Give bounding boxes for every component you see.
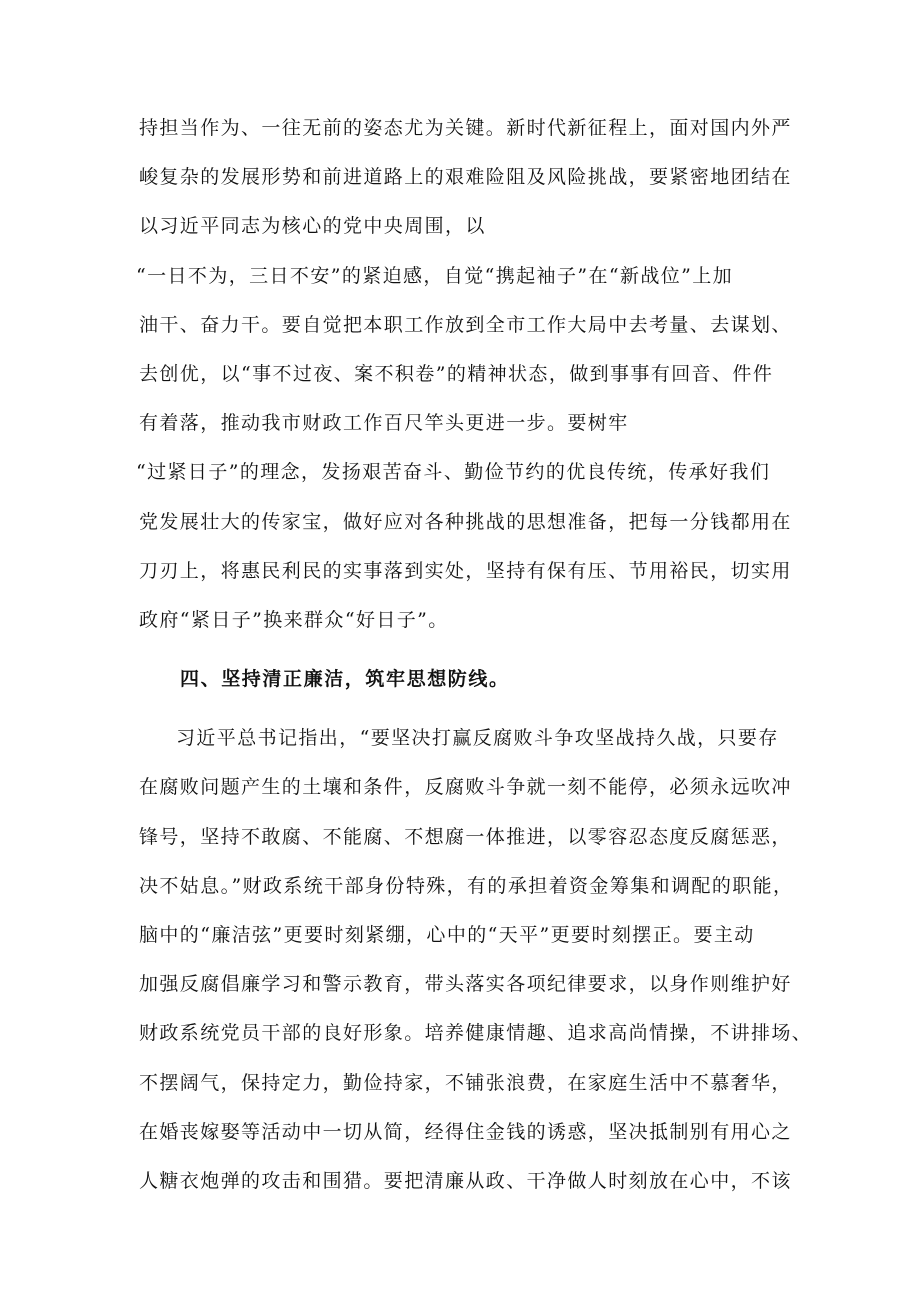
text-line: “一日不为，三日不安”的紧迫感，自觉“携起袖子”在“新战位”上加 [136,264,734,287]
text-line: 持担当作为、一往无前的姿态尤为关键。新时代新征程上，面对国内外严 [139,117,792,139]
section-heading: 四、坚持清正廉洁，筑牢思想防线。 [180,668,510,691]
paragraph-gap [139,710,789,720]
text-line: 不摆阔气，保持定力，勤俭持家，不铺张浪费，在家庭生活中不慕奢华， [139,1071,792,1094]
text-line: 锋号，坚持不敢腐、不能腐、不想腐一体推进，以零容忍态度反腐惩恶， [139,825,792,848]
paragraph-gap [139,651,789,661]
text-line: 加强反腐倡廉学习和警示教育，带头落实各项纪律要求，以身作则维护好 [139,973,792,996]
text-line: 峻复杂的发展形势和前进道路上的艰难险阻及风险挑战，要紧密地团结在 [139,166,792,189]
text-line: 在腐败问题产生的土壤和条件，反腐败斗争就一刻不能停，必须永远吹冲 [139,776,792,799]
text-line: 油干、奋力干。要自觉把本职工作放到全市工作大局中去考量、去谋划、 [139,313,792,336]
text-line: 决不姑息。”财政系统干部身份特殊，有的承担着资金筹集和调配的职能， [139,874,794,897]
document-body [136,110,813,1212]
text-line: 习近平总书记指出，“要坚决打赢反腐败斗争攻坚战持久战，只要存 [176,727,779,750]
text-line: 去创优，以“事不过夜、案不积卷”的精神状态，做到事事有回音、件件 [139,362,774,385]
text-line: “过紧日子”的理念，发扬艰苦奋斗、勤俭节约的优良传统，传承好我们 [136,461,771,484]
text-line: 人糖衣炮弹的攻击和围猎。要把清廉从政、干净做人时刻放在心中，不该 [139,1169,792,1192]
text-line: 政府“紧日子”换来群众“好日子”。 [139,608,449,631]
text-line: 在婚丧嫁娶等活动中一切从简，经得住金钱的诱惑，坚决抵制别有用心之 [139,1120,792,1143]
text-line: 刀刃上，将惠民利民的实事落到实处，坚持有保有压、节用裕民，切实用 [139,559,792,582]
text-line: 脑中的“廉洁弦”更要时刻紧绷，心中的“天平”更要时刻摆正。要主动 [139,924,755,946]
paragraph-2 [139,720,813,1212]
paragraph-1 [136,110,792,651]
text-line: 党发展壮大的传家宝，做好应对各种挑战的思想准备，把每一分钱都用在 [139,510,792,533]
text-line: 有着落，推动我市财政工作百尺竿头更进一步。要树牢 [139,412,629,435]
text-line: 以习近平同志为核心的党中央周围，以 [139,215,486,238]
text-line: 财政系统党员干部的良好形象。培养健康情趣、追求高尚情操，不讲排场、 [139,1022,813,1045]
